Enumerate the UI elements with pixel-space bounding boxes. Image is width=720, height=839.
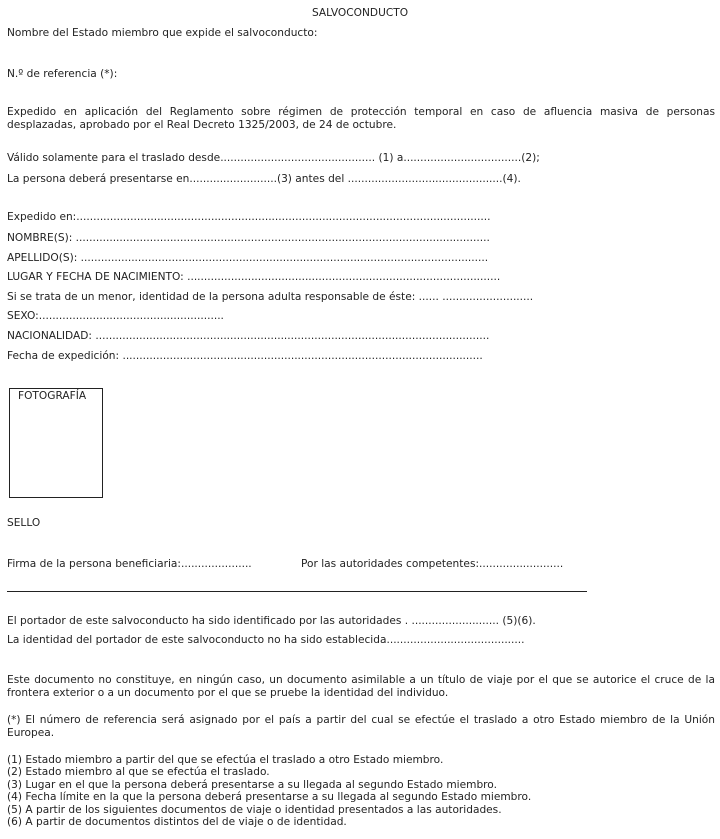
must-present-line: La persona deberá presentarse en..........................(3) antes del ..............................................(4). bbox=[7, 173, 521, 185]
issued-in-field: Expedido en:........................................................................................................................... bbox=[7, 211, 491, 223]
identified-line: El portador de este salvoconducto ha sido identificado por las autoridades . .......................... (5)(6). bbox=[7, 615, 536, 627]
seal-label: SELLO bbox=[7, 517, 41, 529]
reference-line: N.º de referencia (*): bbox=[7, 68, 118, 80]
separator-line bbox=[7, 591, 587, 592]
issuing-state-line: Nombre del Estado miembro que expide el salvoconducto: bbox=[7, 27, 318, 39]
reference-note: (*) El número de referencia será asignado por el país a partir del cual se efectúe el traslado a otro Estado miembro de la Unión Europea. bbox=[7, 714, 715, 739]
surnames-field: APELLIDO(S): ......................................................................................................................... bbox=[7, 252, 489, 264]
footnote-3: (3) Lugar en el que la persona deberá presentarse a su llegada al segundo Estado miembro. bbox=[7, 779, 497, 791]
issued-under-paragraph: Expedido en aplicación del Reglamento sobre régimen de protección temporal en caso de afluencia masiva de personas desplazadas, aprobado por el Real Decreto 1325/2003, de 24 de octubre. bbox=[7, 106, 715, 131]
nationality-field: NACIONALIDAD: ..................................................................................................................... bbox=[7, 330, 490, 342]
minor-field: Si se trata de un menor, identidad de la persona adulta responsable de éste: ...... ........................... bbox=[7, 291, 534, 303]
names-field: NOMBRE(S): ........................................................................................................................... bbox=[7, 232, 490, 244]
footnote-2: (2) Estado miembro al que se efectúa el traslado. bbox=[7, 766, 270, 778]
valid-only-line: Válido solamente para el traslado desde.............................................. (1) a...................................(2); bbox=[7, 152, 540, 164]
footnote-6: (6) A partir de documentos distintos del de viaje o de identidad. bbox=[7, 816, 347, 828]
document-title: SALVOCONDUCTO bbox=[311, 7, 409, 19]
disclaimer-paragraph: Este documento no constituye, en ningún caso, un documento asimilable a un título de viaje por el que se autorice el cruce de la frontera exterior o a un documento por el que se pruebe la identidad del individuo. bbox=[7, 674, 715, 699]
footnote-5: (5) A partir de los siguientes documentos de viaje o identidad presentados a las autoridades. bbox=[7, 804, 502, 816]
sex-field: SEXO:....................................................... bbox=[7, 310, 224, 322]
birth-field: LUGAR Y FECHA DE NACIMIENTO: ............................................................................................. bbox=[7, 271, 501, 283]
not-established-line: La identidad del portador de este salvoconducto no ha sido establecida......................................... bbox=[7, 634, 525, 646]
signature-field: Firma de la persona beneficiaria:..................... bbox=[7, 558, 252, 570]
authorities-field: Por las autoridades competentes:......................... bbox=[301, 558, 564, 570]
footnote-1: (1) Estado miembro a partir del que se efectúa el traslado a otro Estado miembro. bbox=[7, 754, 444, 766]
photo-label: FOTOGRAFÍA bbox=[18, 390, 87, 402]
footnote-4: (4) Fecha límite en la que la persona deberá presentarse a su llegada al segundo Estado miembro. bbox=[7, 791, 532, 803]
photo-box bbox=[9, 388, 103, 498]
issue-date-field: Fecha de expedición: ........................................................................................................... bbox=[7, 350, 483, 362]
